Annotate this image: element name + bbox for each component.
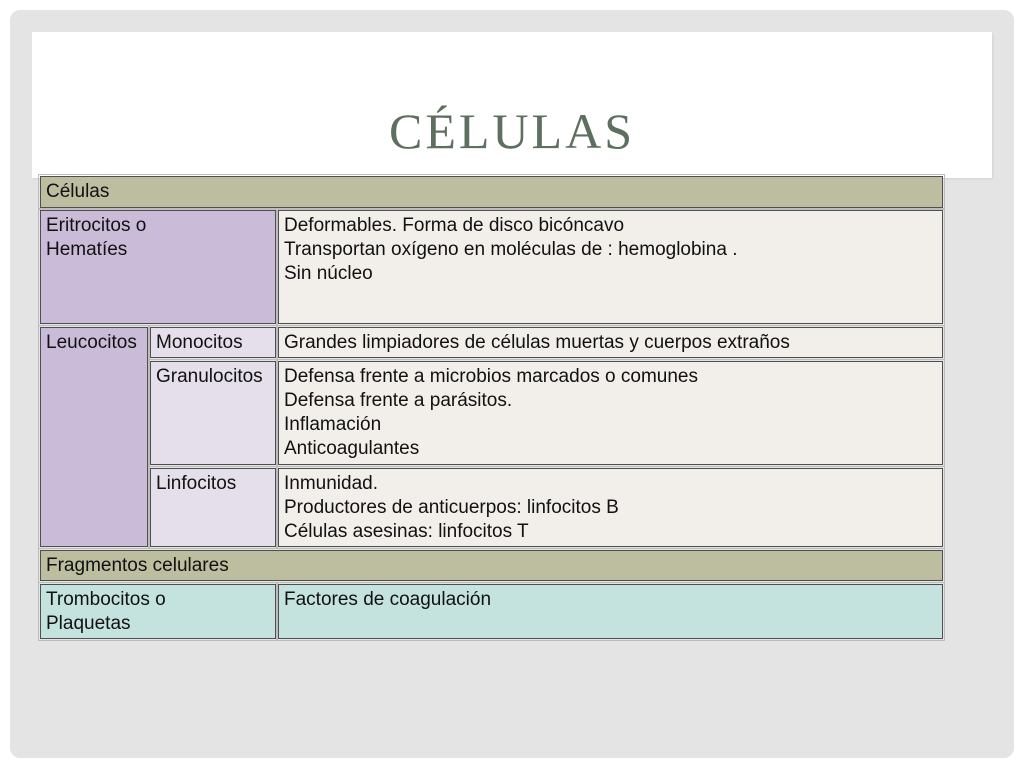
monocitos-name-cell: Monocitos	[150, 327, 276, 358]
trombocitos-description-cell: Factores de coagulación	[278, 584, 943, 639]
linfocitos-name-cell: Linfocitos	[150, 468, 276, 547]
linfocitos-description-cell: Inmunidad. Productores de anticuerpos: linfocitos B Células asesinas: linfocitos T	[278, 468, 943, 547]
table-header-celulas: Células	[40, 176, 943, 208]
title-box	[32, 32, 992, 178]
slide-title: CÉLULAS	[389, 103, 635, 159]
granulocitos-description-cell: Defensa frente a microbios marcados o comunes Defensa frente a parásitos. Inflamación Anticoagulantes	[278, 361, 943, 465]
trombocitos-name-cell: Trombocitos o Plaquetas	[40, 584, 276, 639]
eritrocitos-description-cell: Deformables. Forma de disco bicóncavo Transportan oxígeno en moléculas de : hemoglobina . Sin núcleo	[278, 210, 943, 324]
monocitos-description-cell: Grandes limpiadores de células muertas y cuerpos extraños	[278, 327, 943, 358]
fragmentos-header: Fragmentos celulares	[40, 550, 943, 581]
granulocitos-name-cell: Granulocitos	[150, 361, 276, 465]
eritrocitos-name-cell: Eritrocitos o Hematíes	[40, 210, 276, 324]
leucocitos-name-cell: Leucocitos	[40, 327, 148, 547]
